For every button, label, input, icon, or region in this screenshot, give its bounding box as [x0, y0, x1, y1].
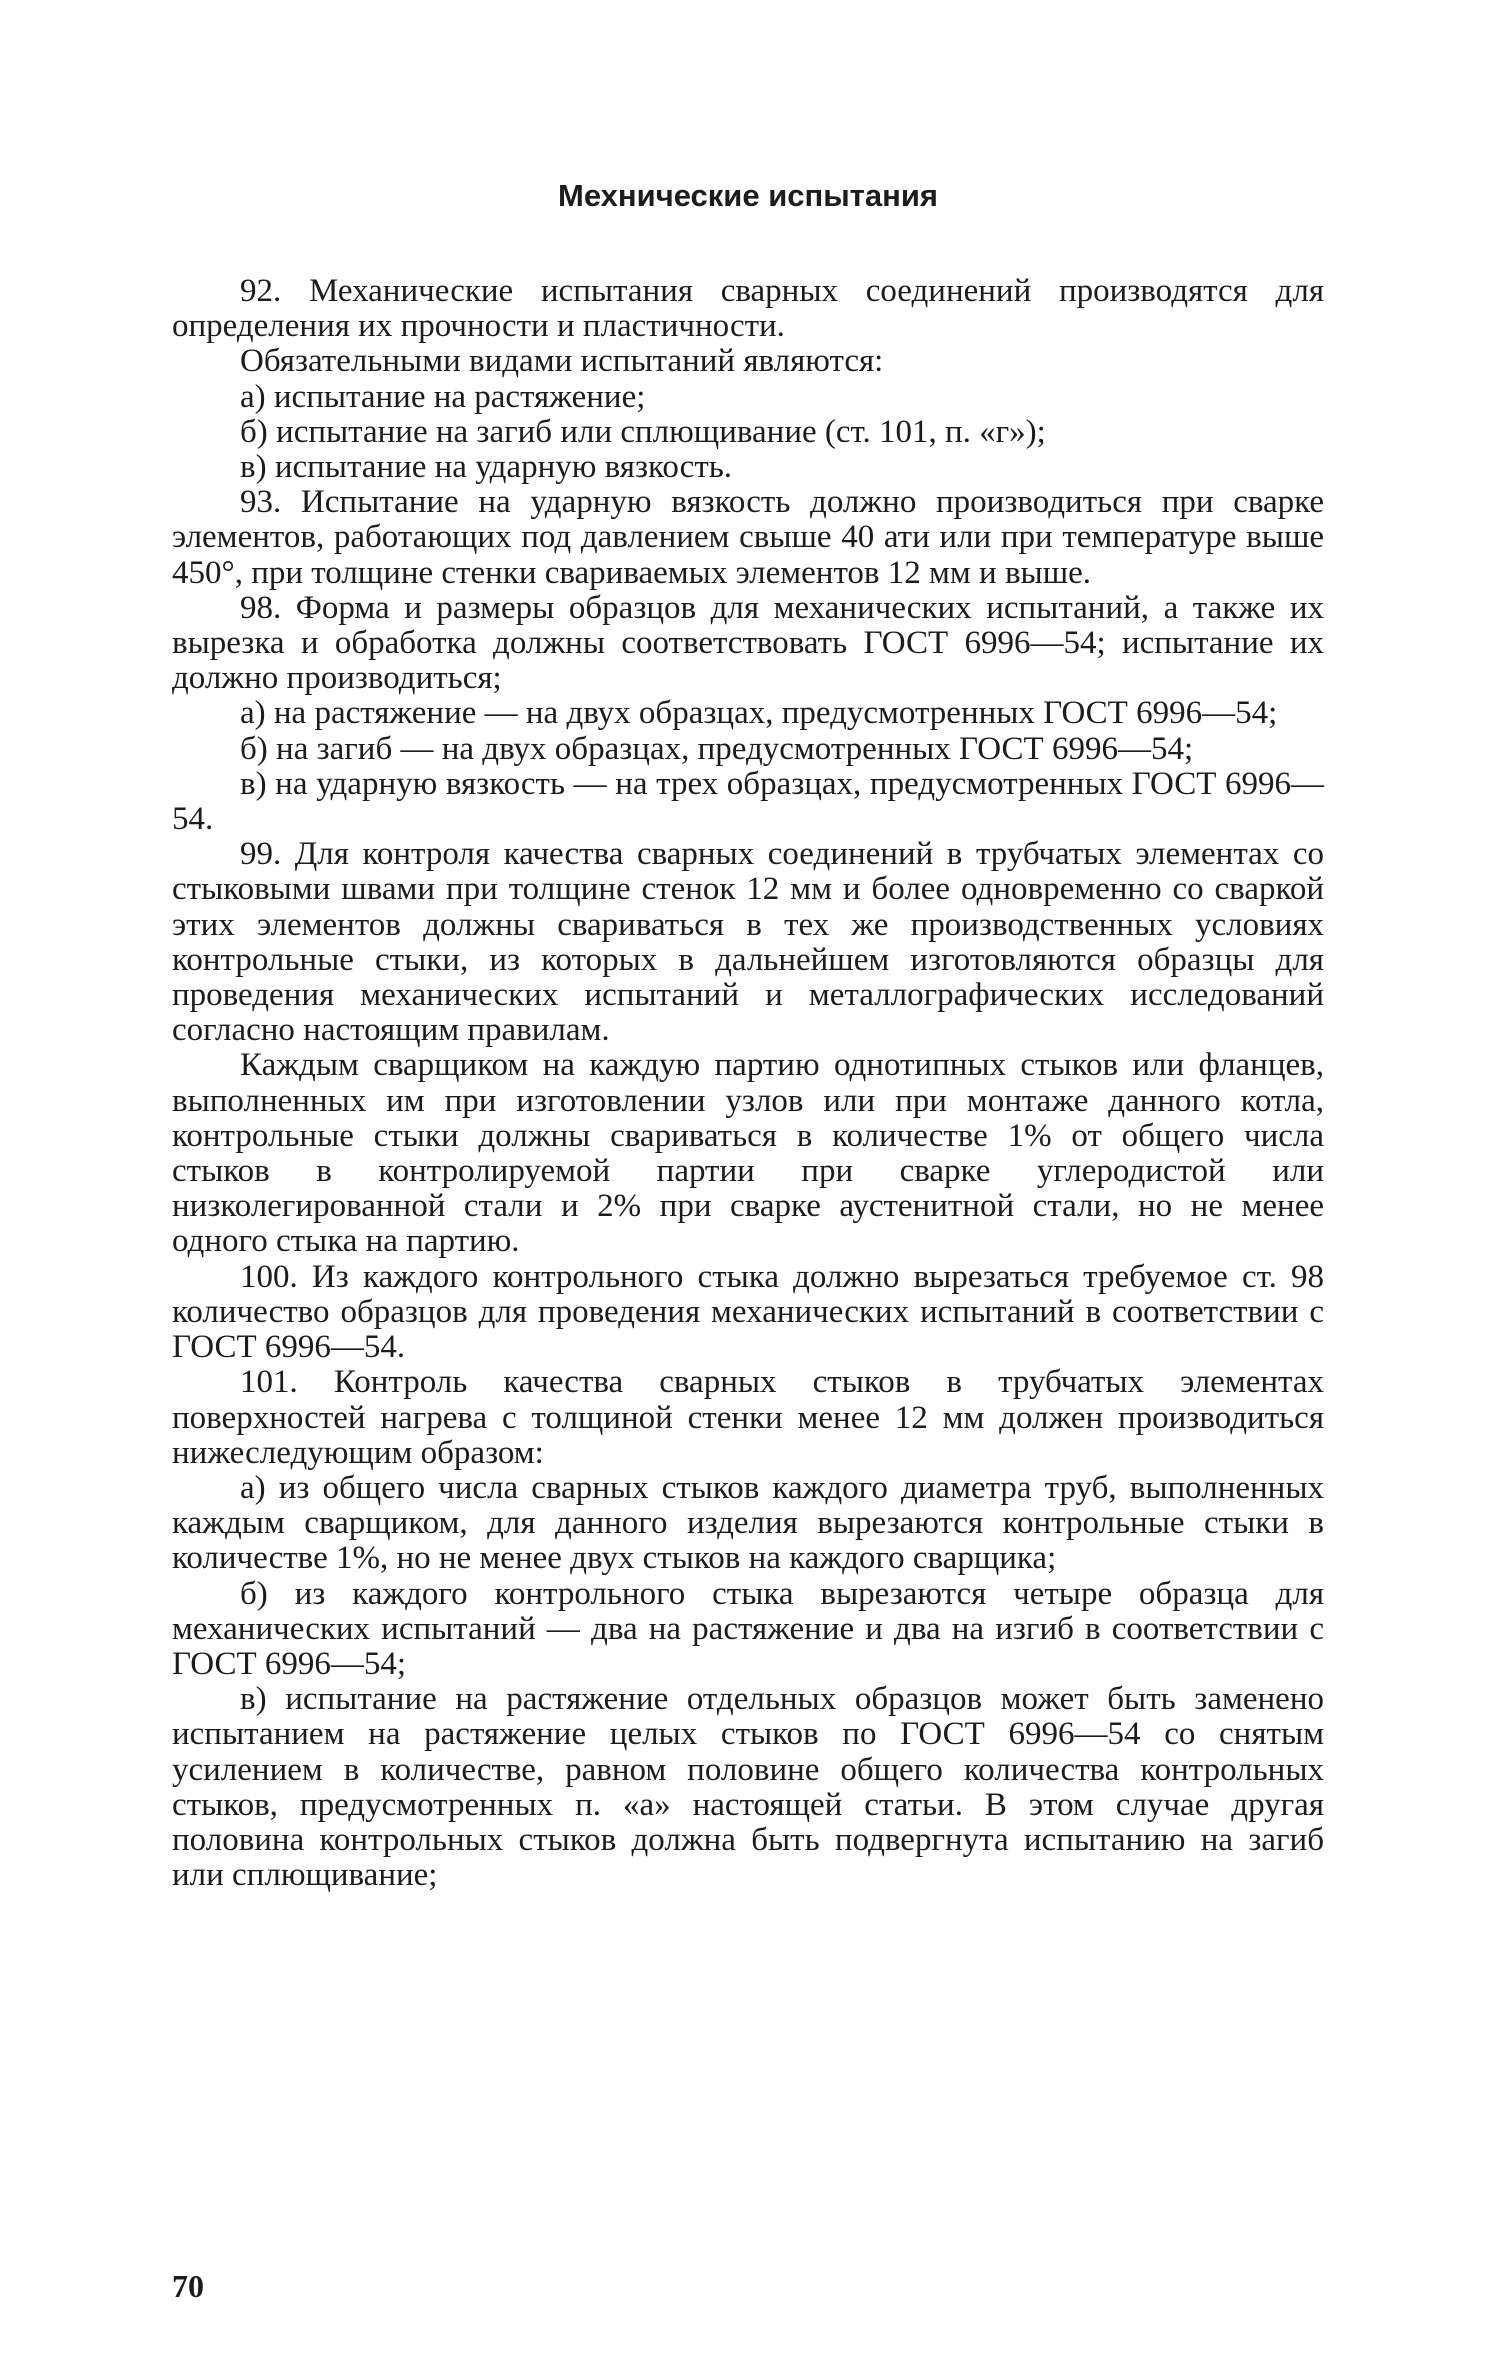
list-item-98-b: б) на загиб — на двух образцах, предусмотренных ГОСТ 6996—54;: [240, 730, 1194, 767]
paragraph-100: 100. Из каждого контрольного стыка должно вырезаться требуемое ст. 98 количество образцов для проведения механических испытаний в соответствии с ГОСТ 6996—54.: [172, 1258, 1324, 1366]
paragraph-99: 99. Для контроля качества сварных соединений в трубчатых элементах со стыковыми швами при толщине стенок 12 мм и более одновременно со сваркой этих элементов должны свариваться в тех же производственных условиях контрольные стыки, из которых в дальнейшем изготовляются образцы для проведения механических испытаний и металлографических исследований согласно настоящим правилам.: [172, 836, 1324, 1049]
paragraph-98: 98. Форма и размеры образцов для механических испытаний, а также их вырезка и обработка должны соответствовать ГОСТ 6996—54; испытание их должно производиться;: [172, 589, 1324, 697]
section-title: Мехнические испытания: [558, 178, 938, 213]
paragraph-93: 93. Испытание на ударную вязкость должно производиться при сварке элементов, работающих под давлением свыше 40 ати или при температуре выше 450°, при толщине стенки свариваемых элементов 12 мм и выше.: [172, 484, 1324, 591]
document-page: [172, 178, 1324, 1893]
page-number: 70: [172, 2268, 204, 2304]
paragraph-101: 101. Контроль качества сварных стыков в трубчатых элементах поверхностей нагрева с толщиной стенки менее 12 мм должен производиться нижеследующим образом:: [172, 1364, 1324, 1471]
list-item-101-b: б) из каждого контрольного стыка вырезаются четыре образца для механических испытаний — два на растяжение и два на изгиб в соответствии с ГОСТ 6996—54;: [172, 1575, 1324, 1682]
list-item-b-bend: б) испытание на загиб или сплющивание (ст. 101, п. «г»);: [240, 413, 1046, 450]
paragraph-99-welder: Каждым сварщиком на каждую партию однотипных стыков или фланцев, выполненных им при изготовлении узлов или при монтаже данного котла, контрольные стыки должны свариваться в количестве 1% от общего числа стыков в контролируемой партии при сварке углеродистой или низколегированной стали и 2% при сварке аустенитной стали, но не менее одного стыка на партию.: [172, 1047, 1324, 1260]
paragraph-92: 92. Механические испытания сварных соединений производятся для определения их прочности и пластичности.: [172, 273, 1324, 345]
paragraph-test-types-intro: Обязательными видами испытаний являются:: [240, 343, 884, 380]
list-item-a-tension: а) испытание на растяжение;: [240, 378, 646, 415]
list-item-98-v: в) на ударную вязкость — на трех образцах, предусмотренных ГОСТ 6996—54.: [172, 765, 1324, 838]
list-item-98-a: а) на растяжение — на двух образцах, предусмотренных ГОСТ 6996—54;: [240, 695, 1278, 732]
list-item-v-impact: в) испытание на ударную вязкость.: [240, 449, 733, 486]
list-item-101-v: в) испытание на растяжение отдельных образцов может быть заменено испытанием на растяжение целых стыков по ГОСТ 6996—54 со снятым усилением в количестве, равном половине общего количества контрольных стыков, предусмотренных п. «а» настоящей статьи. В этом случае другая половина контрольных стыков должна быть подвергнута испытанию на загиб или сплющивание;: [172, 1681, 1324, 1894]
list-item-101-a: а) из общего числа сварных стыков каждого диаметра труб, выполненных каждым сварщиком, для данного изделия вырезаются контрольные стыки в количестве 1%, но не менее двух стыков на каждого сварщика;: [172, 1469, 1324, 1577]
